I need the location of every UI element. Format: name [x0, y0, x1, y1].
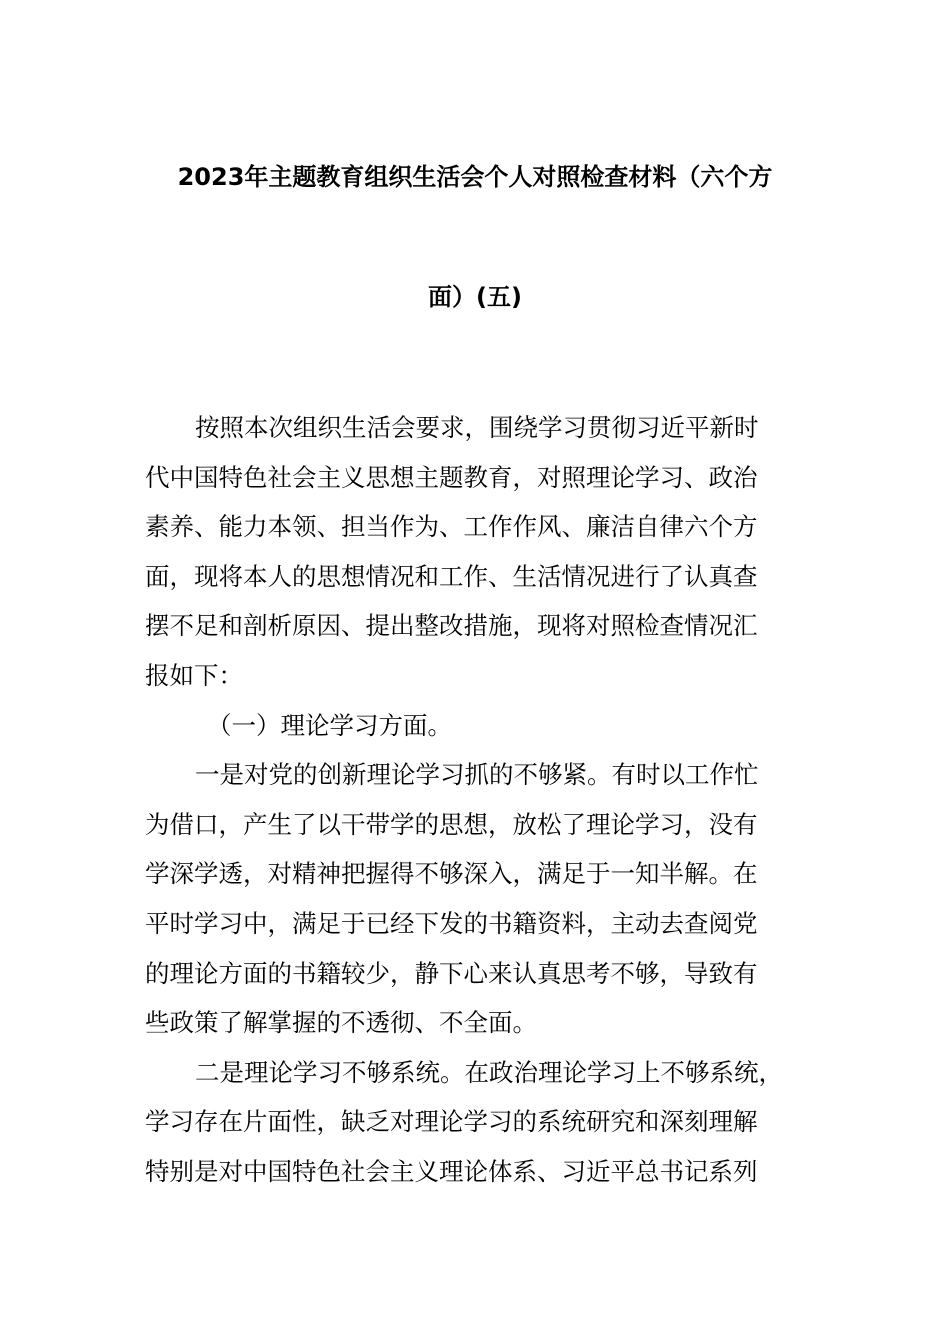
text-line: 一是对党的创新理论学习抓的不够紧。有时以工作忙: [195, 760, 759, 790]
text-line: 学深学透，对精神把握得不够深入，满足于一知半解。在: [145, 859, 758, 889]
document-title-line-1: 2023年主题教育组织生活会个人对照检查材料（六个方: [177, 163, 773, 191]
text-line: 素养、能力本领、担当作为、工作作风、廉洁自律六个方: [145, 512, 758, 542]
text-line: 些政策了解掌握的不透彻、不全面。: [145, 1008, 537, 1038]
text-line: 报如下：: [145, 660, 243, 690]
text-line: 特别是对中国特色社会主义理论体系、习近平总书记系列: [145, 1156, 758, 1186]
text-line: 摆不足和剖析原因、提出整改措施，现将对照检查情况汇: [145, 611, 758, 641]
text-line: 的理论方面的书籍较少，静下心来认真思考不够，导致有: [145, 958, 758, 988]
paragraph-point-two: [145, 1048, 805, 1197]
text-line: 学习存在片面性，缺乏对理论学习的系统研究和深刻理解: [145, 1107, 758, 1137]
text-line: 二是理论学习不够系统。在政治理论学习上不够系统，: [195, 1057, 783, 1087]
paragraph-point-one: [145, 750, 805, 1048]
text-line: 代中国特色社会主义思想主题教育，对照理论学习、政治: [145, 462, 758, 492]
document-body: [145, 403, 805, 1197]
text-line: 按照本次组织生活会要求，围绕学习贯彻习近平新时: [195, 413, 759, 442]
section-heading: （一）理论学习方面。: [207, 710, 452, 740]
text-line: 为借口，产生了以干带学的思想，放松了理论学习，没有: [145, 809, 758, 839]
section-heading-theory-study: [145, 701, 805, 751]
document-title-line-2: 面）(五): [428, 283, 522, 311]
paragraph-intro: [145, 403, 805, 701]
text-line: 平时学习中，满足于已经下发的书籍资料，主动去查阅党: [145, 908, 758, 938]
text-line: 面，现将本人的思想情况和工作、生活情况进行了认真查: [145, 561, 758, 591]
